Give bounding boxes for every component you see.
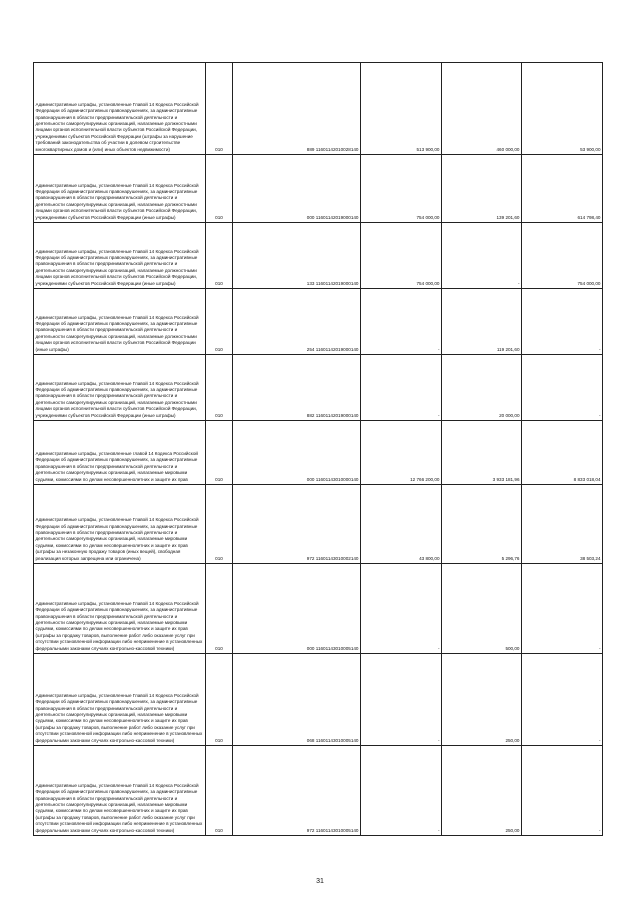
row-value-executed: 500,00	[442, 564, 522, 654]
row-value-executed: -	[442, 223, 522, 289]
row-line-code: 010	[206, 564, 233, 654]
row-description: Административные штрафы, установленные Главой 14 Кодекса Российской Федерации об административных правонарушениях, за административные правонарушения в области предпринимательской деятельности и деятельности саморегулируемых организаций, налагаемые мировыми судьями, комиссиями по делам несовершеннолетних и защите их прав (штрафы за незаконную продажу товаров (иных вещей), свободная реализация которых запрещена или ограничена)	[34, 485, 206, 564]
row-value-unexecuted: -	[522, 355, 603, 421]
page-number: 31	[316, 878, 324, 885]
row-budget-code: 133 11601142019000140	[233, 223, 361, 289]
row-description: Административные штрафы, установленные Главой 14 Кодекса Российской Федерации об административных правонарушениях, за административные правонарушения в области предпринимательской деятельности и деятельности саморегулируемых организаций, налагаемые должностными лицами органов исполнительной власти субъектов Российской Федерации, учреждениями субъектов Российской Федерации (иные штрафы)	[34, 155, 206, 223]
row-value-approved: -	[361, 355, 442, 421]
row-value-unexecuted: 38 503,24	[522, 485, 603, 564]
row-value-executed: 250,00	[442, 654, 522, 746]
row-value-unexecuted: 614 798,40	[522, 155, 603, 223]
row-budget-code: 254 11601142019000140	[233, 289, 361, 355]
row-line-code: 010	[206, 223, 233, 289]
row-value-unexecuted: -	[522, 289, 603, 355]
row-value-executed: 3 933 181,96	[442, 421, 522, 485]
row-budget-code: 889 11601142010028140	[233, 63, 361, 155]
row-value-unexecuted: -	[522, 746, 603, 836]
row-description: Административные штрафы, установленные Главой 14 Кодекса Российской Федерации об административных правонарушениях, за административные правонарушения в области предпринимательской деятельности и деятельности саморегулируемых организаций, налагаемые мировыми судьями, комиссиями по делам несовершеннолетних и защите их прав (штрафы за продажу товаров, выполнение работ либо оказание услуг при отсутствии установленной информации либо неприменение в установленных федеральными законами случаях контрольно-кассовой техники)	[34, 654, 206, 746]
row-description: Административные штрафы, установленные Главой 14 Кодекса Российской Федерации об административных правонарушениях, за административные правонарушения в области предпринимательской деятельности и деятельности саморегулируемых организаций, налагаемые мировыми судьями, комиссиями по делам несовершеннолетних и защите их прав (штрафы за продажу товаров, выполнение работ либо оказание услуг при отсутствии установленной информации либо неприменение в установленных федеральными законами случаях контрольно-кассовой техники)	[34, 746, 206, 836]
row-value-approved: 12 766 200,00	[361, 421, 442, 485]
row-value-executed: 119 201,60	[442, 289, 522, 355]
budget-table	[33, 62, 603, 836]
row-value-approved: 43 800,00	[361, 485, 442, 564]
table-row	[34, 421, 603, 485]
row-description: Административные штрафы, установленные Главой 14 Кодекса Российской Федерации об административных правонарушениях, за административные правонарушения в области предпринимательской деятельности и деятельности саморегулируемых организаций, налагаемые должностными лицами органов исполнительной власти субъектов Российской Федерации (иные штрафы)	[34, 289, 206, 355]
row-value-approved: -	[361, 746, 442, 836]
row-value-unexecuted: -	[522, 654, 603, 746]
row-value-executed: 460 000,00	[442, 63, 522, 155]
table-row	[34, 223, 603, 289]
row-value-approved: -	[361, 564, 442, 654]
row-value-approved: -	[361, 289, 442, 355]
row-value-unexecuted: 53 900,00	[522, 63, 603, 155]
table-row	[34, 485, 603, 564]
table-row	[34, 746, 603, 836]
table-row	[34, 289, 603, 355]
row-description: Административные штрафы, установленные главой 14 Кодекса Российской Федерации об административных правонарушениях, за административные правонарушения в области предпринимательской деятельности и деятельности саморегулируемых организаций, налагаемые мировыми судьями, комиссиями по делам несовершеннолетних и защите их прав	[34, 421, 206, 485]
row-value-executed: 139 201,60	[442, 155, 522, 223]
row-value-approved: 513 900,00	[361, 63, 442, 155]
row-value-unexecuted: 8 833 018,04	[522, 421, 603, 485]
table-row	[34, 564, 603, 654]
row-line-code: 010	[206, 485, 233, 564]
budget-table-body	[34, 63, 603, 836]
row-budget-code: 882 11601142019000140	[233, 355, 361, 421]
row-description: Административные штрафы, установленные Главой 14 Кодекса Российской Федерации об административных правонарушениях, за административные правонарушения в области предпринимательской деятельности и деятельности саморегулируемых организаций, налагаемые должностными лицами органов исполнительной власти субъектов Российской Федерации, учреждениями субъектов Российской Федерации (иные штрафы)	[34, 355, 206, 421]
table-row	[34, 63, 603, 155]
row-value-executed: 250,00	[442, 746, 522, 836]
row-value-executed: 5 296,76	[442, 485, 522, 564]
row-value-approved: 754 000,00	[361, 155, 442, 223]
row-budget-code: 000 11601143010000140	[233, 421, 361, 485]
row-line-code: 010	[206, 155, 233, 223]
table-row	[34, 654, 603, 746]
row-budget-code: 000 11601143010005140	[233, 564, 361, 654]
row-value-unexecuted: 754 000,00	[522, 223, 603, 289]
row-budget-code: 000 11601142019000140	[233, 155, 361, 223]
row-line-code: 010	[206, 746, 233, 836]
row-value-executed: 20 000,00	[442, 355, 522, 421]
row-budget-code: 972 11601143010002140	[233, 485, 361, 564]
table-row	[34, 355, 603, 421]
row-value-unexecuted: -	[522, 564, 603, 654]
row-budget-code: 068 11601143010005140	[233, 654, 361, 746]
row-line-code: 010	[206, 63, 233, 155]
row-line-code: 010	[206, 289, 233, 355]
row-budget-code: 972 11601143010005140	[233, 746, 361, 836]
row-value-approved: -	[361, 654, 442, 746]
row-description: Административные штрафы, установленные Главой 14 Кодекса Российской Федерации об административных правонарушениях, за административные правонарушения в области предпринимательской деятельности и деятельности саморегулируемых организаций, налагаемые должностными лицами органов исполнительной власти субъектов Российской Федерации, учреждениями субъектов Российской Федерации (иные штрафы)	[34, 223, 206, 289]
row-value-approved: 754 000,00	[361, 223, 442, 289]
row-line-code: 010	[206, 421, 233, 485]
row-description: Административные штрафы, установленные Главой 14 Кодекса Российской Федерации об административных правонарушениях, за административные правонарушения в области предпринимательской деятельности и деятельности саморегулируемых организаций, налагаемые должностными лицами органов исполнительной власти субъектов Российской Федерации, учреждениями субъектов Российской Федерации (штрафы за нарушение требований законодательства об участии в долевом строительстве многоквартирных домов и (или) иных объектов недвижимости)	[34, 63, 206, 155]
table-row	[34, 155, 603, 223]
row-description: Административные штрафы, установленные Главой 14 Кодекса Российской Федерации об административных правонарушениях, за административные правонарушения в области предпринимательской деятельности и деятельности саморегулируемых организаций, налагаемые мировыми судьями, комиссиями по делам несовершеннолетних и защите их прав (штрафы за продажу товаров, выполнение работ либо оказание услуг при отсутствии установленной информации либо неприменение в установленных федеральными законами случаях контрольно-кассовой техники)	[34, 564, 206, 654]
row-line-code: 010	[206, 654, 233, 746]
row-line-code: 010	[206, 355, 233, 421]
